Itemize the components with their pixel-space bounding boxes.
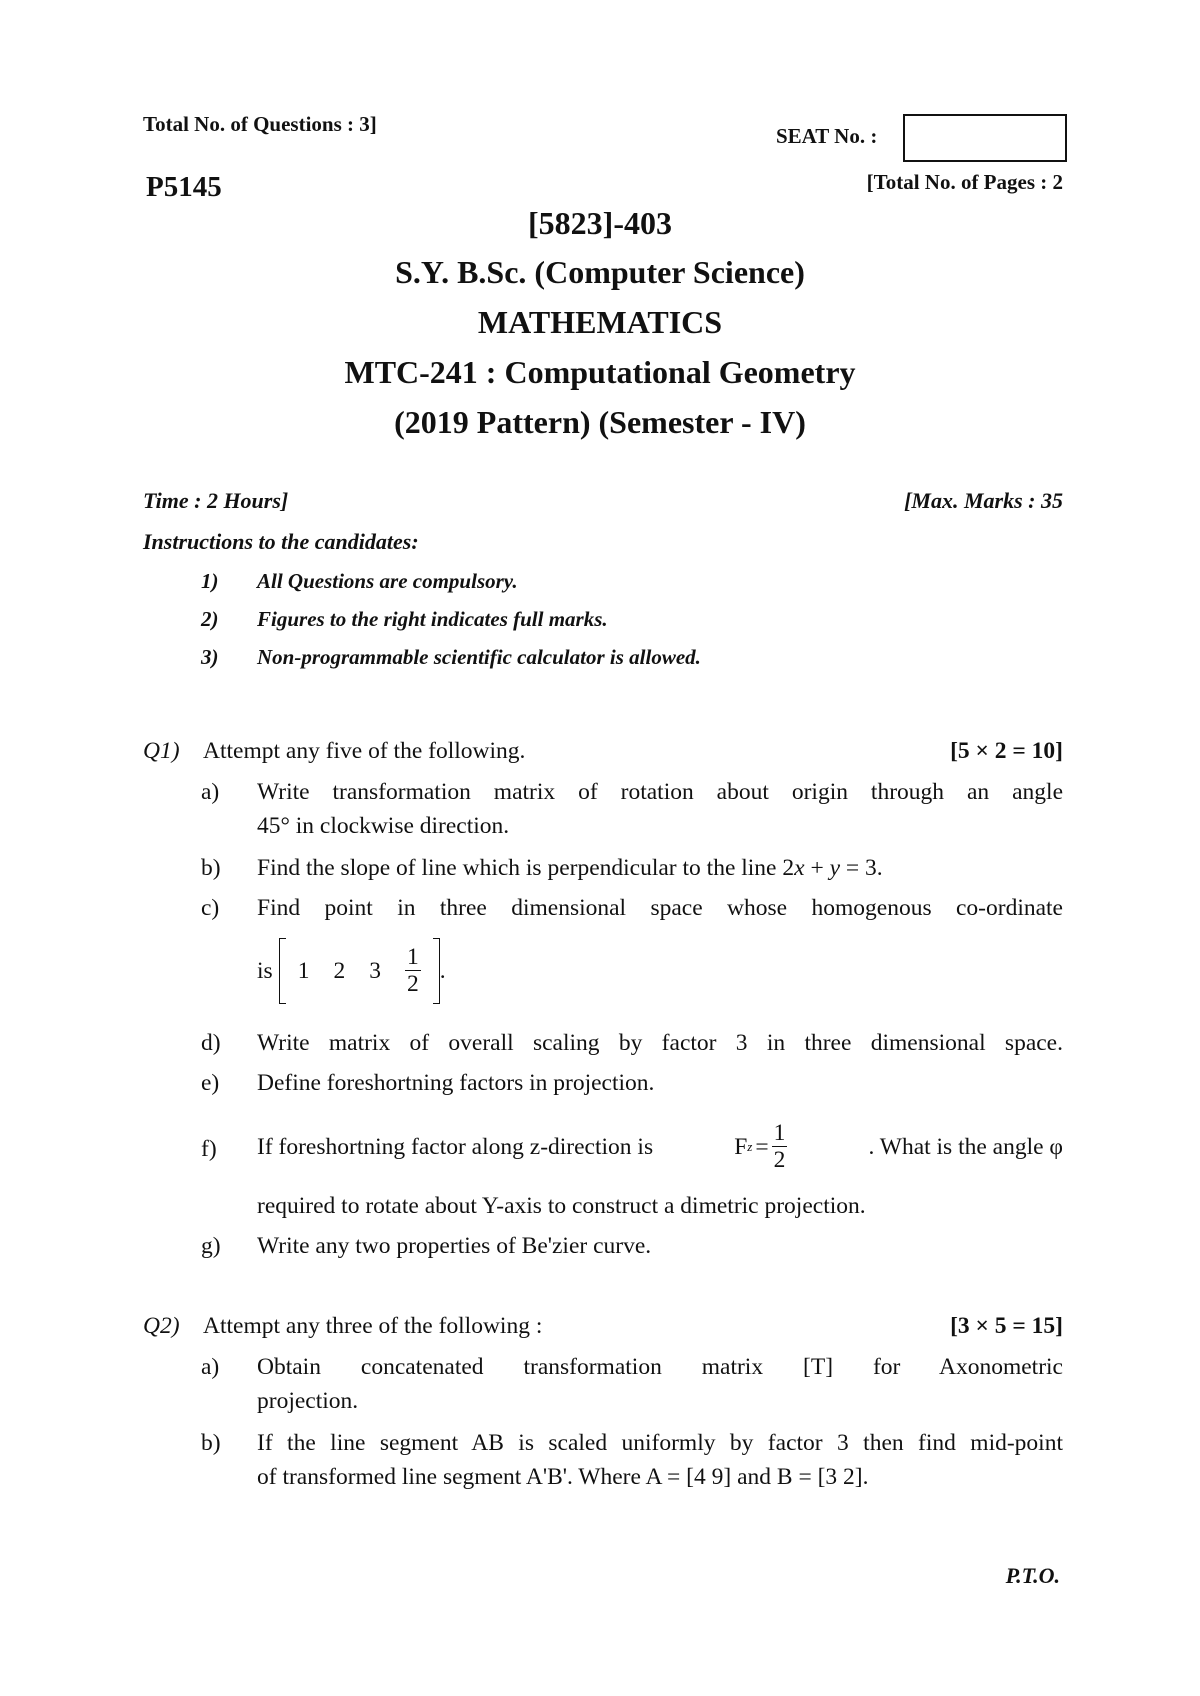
sub-question-label: b) [201, 855, 221, 881]
text-part: If foreshortning factor along z-direction is [257, 1133, 654, 1160]
equation-part: = [755, 1133, 769, 1160]
equation-part: 2 [782, 855, 795, 881]
sub-question-text [257, 1122, 1063, 1172]
bracket-right [433, 938, 440, 1004]
matrix-cell: 3 [369, 957, 381, 984]
sub-question-text: of transformed line segment A'B'. Where A = [4 9] and B = [3 2]. [257, 1464, 869, 1490]
instructions-heading: Instructions to the candidates: [143, 529, 419, 554]
equation-var: x [794, 855, 805, 881]
instruction-text: All Questions are compulsory. [257, 569, 518, 593]
total-pages: [Total No. of Pages : 2 [866, 170, 1063, 194]
fraction [772, 1122, 788, 1172]
equation-subscript: z [747, 1139, 753, 1154]
matrix-cell: 2 [333, 957, 346, 984]
subject-title: MATHEMATICS [477, 304, 723, 340]
max-marks-label: [Max. Marks : 35 [904, 488, 1063, 513]
equation-var: y [829, 855, 841, 881]
sub-question-text: Obtain concatenated transformation matrix [T] for Axonometric [257, 1354, 1063, 1380]
sub-question-text: Write any two properties of Be'zier curve. [257, 1233, 652, 1259]
text-part: is [257, 957, 273, 984]
matrix-cell: 1 [297, 957, 310, 984]
question-1f [0, 1122, 1200, 1182]
text-part: . What is the angle φ [868, 1133, 1063, 1160]
sub-question-text: Write transformation matrix of rotation about origin through an angle [257, 779, 1063, 805]
instruction-num: 1) [201, 569, 219, 593]
fraction-denominator: 2 [406, 970, 419, 997]
question-text: Attempt any three of the following : [203, 1313, 543, 1339]
sub-question-label: d) [201, 1030, 221, 1056]
instruction-text: Figures to the right indicates full marks. [257, 607, 608, 631]
sub-question-text: projection. [257, 1388, 359, 1414]
question-text: Attempt any five of the following. [203, 738, 526, 764]
text-part: Find the slope of line which is perpendicular to the line [257, 855, 783, 881]
bracket-left [279, 938, 286, 1004]
sub-question-label: c) [201, 895, 220, 921]
fraction-numerator: 1 [773, 1120, 786, 1146]
question-number: Q2) [143, 1313, 180, 1339]
equation-var: F [734, 1133, 748, 1160]
sub-question-text: Define foreshortning factors in projection. [257, 1070, 655, 1096]
sub-question-text [257, 855, 1063, 882]
sub-question-text: required to rotate about Y-axis to construct a dimetric projection. [257, 1193, 866, 1219]
sub-question-label: e) [201, 1070, 220, 1096]
exam-code: [5823]-403 [528, 205, 672, 241]
total-questions: Total No. of Questions : 3] [143, 112, 377, 136]
instruction-num: 3) [201, 645, 219, 669]
fraction-numerator: 1 [406, 944, 419, 970]
instruction-text: Non-programmable scientific calculator is allowed. [257, 645, 701, 669]
equation [734, 1122, 787, 1172]
question-number: Q1) [143, 738, 180, 764]
sub-question-label: b) [201, 1430, 221, 1456]
pto-label: P.T.O. [1005, 1563, 1060, 1588]
equation-part: = 3. [840, 855, 883, 881]
equation-part: + [804, 855, 830, 881]
seat-label: SEAT No. : [776, 124, 878, 148]
question-marks: [5 × 2 = 10] [950, 738, 1063, 764]
seat-number-box [903, 114, 1067, 162]
course-title: S.Y. B.Sc. (Computer Science) [395, 254, 805, 290]
matrix-cell-fraction [405, 946, 421, 996]
paper-code: P5145 [146, 171, 222, 203]
sub-question-label: g) [201, 1233, 221, 1259]
question-marks: [3 × 5 = 15] [950, 1313, 1063, 1339]
pattern-title: (2019 Pattern) (Semester - IV) [394, 404, 806, 440]
sub-question-text: Write matrix of overall scaling by factor 3 in three dimensional space. [257, 1030, 1063, 1056]
time-label: Time : 2 Hours] [143, 488, 289, 513]
paper-title: MTC-241 : Computational Geometry [344, 354, 856, 390]
instruction-num: 2) [201, 607, 219, 631]
fraction-denominator: 2 [773, 1146, 786, 1173]
sub-question-label: a) [201, 779, 220, 805]
sub-question-text: 45° in clockwise direction. [257, 813, 510, 839]
sub-question-text: If the line segment AB is scaled uniformly by factor 3 then find mid-point [257, 1430, 1063, 1456]
row-matrix [279, 938, 440, 1004]
question-1c-matrix-line [257, 938, 446, 1004]
sub-question-label: a) [201, 1354, 220, 1380]
sub-question-label: f) [201, 1136, 217, 1162]
sub-question-text: Find point in three dimensional space whose homogenous co-ordinate [257, 895, 1063, 921]
text-part: . [439, 957, 446, 984]
